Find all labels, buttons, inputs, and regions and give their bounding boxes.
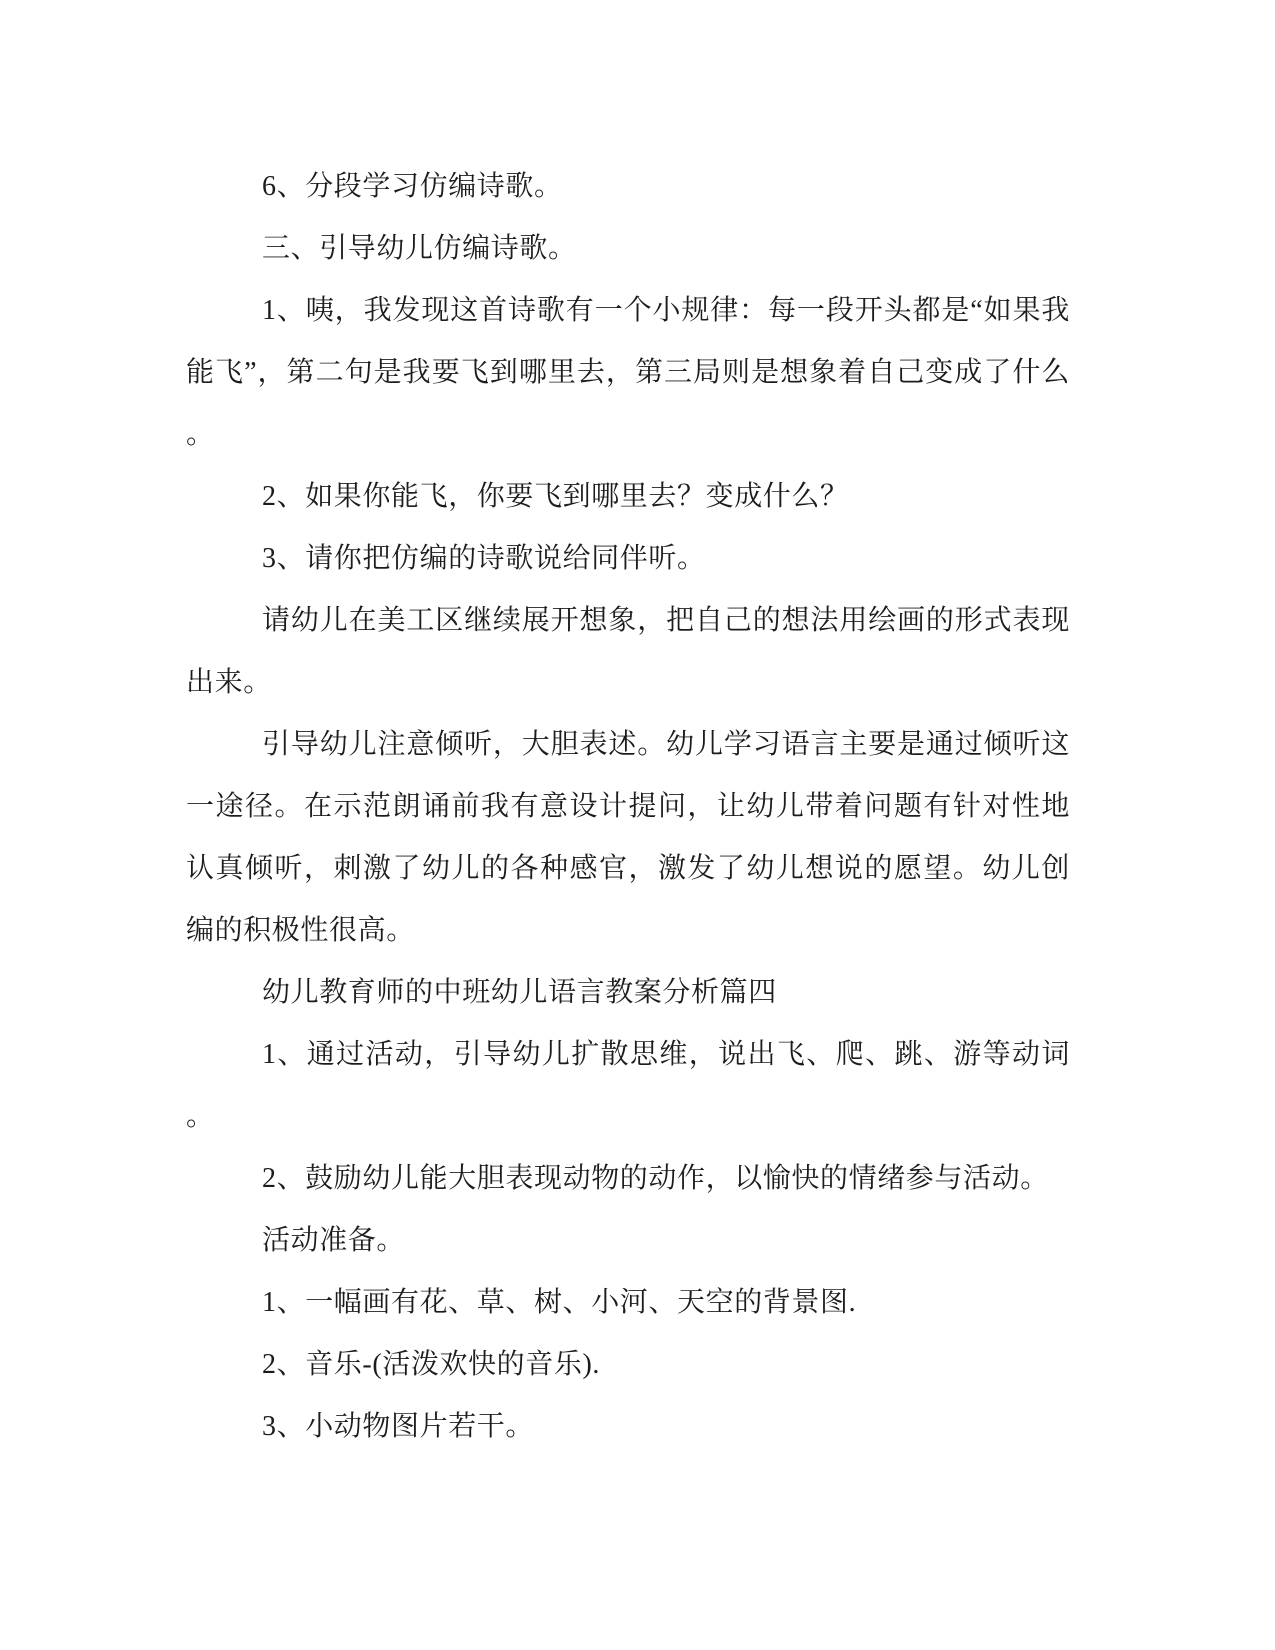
paragraph [186, 962, 1070, 1024]
paragraph [186, 218, 1070, 280]
text-line: 2、鼓励幼儿能大胆表现动物的动作，以愉快的情绪参与活动。 [262, 1163, 1049, 1194]
text-line: 。 [186, 419, 215, 450]
text-line: 引导幼儿注意倾听，大胆表述。幼儿学习语言主要是通过倾听这 [262, 729, 1070, 760]
text-line: 1、咦，我发现这首诗歌有一个小规律：每一段开头都是“如果我 [262, 295, 1070, 326]
text-line: 1、通过活动，引导幼儿扩散思维，说出飞、爬、跳、游等动词 [262, 1039, 1070, 1070]
paragraph [186, 714, 1070, 962]
paragraph [186, 1272, 1070, 1334]
text-line: 2、如果你能飞，你要飞到哪里去？变成什么？ [262, 481, 849, 512]
text-line: 一途径。在示范朗诵前我有意设计提问，让幼儿带着问题有针对性地 [186, 791, 1070, 822]
text-line: 1、一幅画有花、草、树、小河、天空的背景图. [262, 1287, 857, 1318]
paragraph [186, 156, 1070, 218]
document-body [186, 156, 1070, 1458]
paragraph [186, 1024, 1070, 1148]
text-line: 3、请你把仿编的诗歌说给同伴听。 [262, 543, 706, 574]
text-line: 。 [186, 1101, 215, 1132]
paragraph [186, 1210, 1070, 1272]
text-line: 2、音乐-(活泼欢快的音乐). [262, 1349, 600, 1380]
text-line: 出来。 [186, 667, 272, 698]
paragraph [186, 590, 1070, 714]
text-line: 能飞”，第二句是我要飞到哪里去，第三局则是想象着自己变成了什么 [186, 357, 1070, 388]
text-line: 活动准备。 [262, 1225, 406, 1256]
paragraph [186, 280, 1070, 466]
paragraph [186, 466, 1070, 528]
text-line: 编的积极性很高。 [186, 915, 415, 946]
text-line: 认真倾听，刺激了幼儿的各种感官，激发了幼儿想说的愿望。幼儿创 [186, 853, 1070, 884]
text-line: 3、小动物图片若干。 [262, 1411, 535, 1442]
paragraph [186, 1148, 1070, 1210]
paragraph [186, 1334, 1070, 1396]
text-line: 6、分段学习仿编诗歌。 [262, 171, 563, 202]
text-line: 请幼儿在美工区继续展开想象，把自己的想法用绘画的形式表现 [262, 605, 1070, 636]
paragraph [186, 1396, 1070, 1458]
text-line: 幼儿教育师的中班幼儿语言教案分析篇四 [262, 977, 777, 1008]
text-line: 三、引导幼儿仿编诗歌。 [262, 233, 577, 264]
paragraph [186, 528, 1070, 590]
